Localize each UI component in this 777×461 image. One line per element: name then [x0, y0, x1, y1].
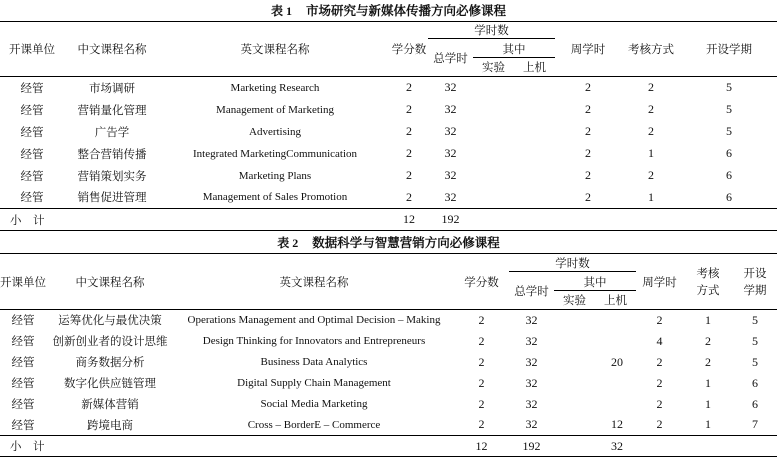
cell-total: 32 [444, 80, 457, 95]
cell-total: 32 [525, 354, 538, 369]
cell-unit: 经管 [20, 102, 44, 117]
cell-cn: 创新创业者的设计思维 [52, 334, 168, 348]
cell-exam: 2 [648, 168, 654, 182]
t2-header-lab: 实验 [563, 293, 586, 307]
subtotal-empty-exam [683, 436, 733, 457]
cell-cn: 市场调研 [89, 80, 135, 95]
cell-total: 32 [525, 396, 538, 411]
cell-lab [554, 331, 598, 352]
cell-cn: 运筹优化与最优决策 [58, 313, 162, 328]
t1-header-credit: 学分数 [390, 22, 428, 77]
cell-weekly: 2 [656, 354, 663, 369]
cell-weekly: 2 [656, 396, 663, 411]
table-row [0, 99, 777, 121]
t1-header-among: 其中 [473, 41, 555, 58]
cell-unit: 经管 [11, 313, 35, 328]
subtotal-empty-term [733, 436, 777, 457]
cell-en: Management of Marketing [216, 103, 334, 116]
subtotal-credit: 12 [475, 438, 488, 453]
table1 [0, 21, 777, 231]
cell-en: Integrated MarketingCommunication [192, 147, 358, 160]
cell-exam: 2 [648, 124, 654, 138]
t1-header-weekly: 周学时 [555, 22, 621, 77]
cell-term: 6 [752, 396, 758, 411]
t1-header-exam: 考核方式 [621, 22, 681, 77]
cell-unit: 经管 [11, 334, 35, 348]
cell-exam: 2 [648, 102, 654, 116]
cell-lab [554, 352, 598, 373]
table-row [0, 415, 777, 436]
t1-header-hours: 学时数 [428, 22, 555, 39]
cell-computer [515, 121, 555, 143]
t2-header-en: 英文课程名称 [174, 254, 454, 310]
t1-header-unit: 开课单位 [0, 22, 64, 77]
t1-header-lab: 实验 [482, 60, 505, 74]
table-row [0, 310, 777, 331]
subtotal-total: 192 [441, 212, 460, 226]
t2-header-exam-line2: 方式 [696, 282, 720, 297]
t2-header-credit: 学分数 [454, 254, 509, 310]
cell-lab [473, 121, 515, 143]
t2-header-unit: 开课单位 [0, 254, 46, 310]
cell-weekly: 2 [585, 189, 591, 204]
cell-credit: 2 [406, 189, 412, 204]
table-row [0, 394, 777, 415]
cell-total: 32 [525, 312, 538, 327]
cell-exam: 2 [705, 333, 711, 348]
table1-caption-title: 市场研究与新媒体传播方向必修课程 [306, 3, 507, 18]
cell-lab [554, 310, 598, 331]
subtotal-row [0, 209, 777, 231]
cell-credit: 2 [406, 168, 412, 182]
cell-total: 32 [444, 102, 457, 116]
subtotal-empty-weekly [636, 436, 683, 457]
table2-caption [0, 235, 777, 251]
subtotal-lab [473, 209, 515, 231]
subtotal-computer: 32 [611, 438, 623, 453]
cell-en: Advertising [249, 125, 301, 138]
cell-lab [554, 415, 598, 436]
cell-cn: 营销量化管理 [77, 102, 147, 117]
cell-computer [515, 99, 555, 121]
cell-weekly: 2 [656, 375, 663, 390]
cell-computer [515, 165, 555, 187]
cell-lab [554, 373, 598, 394]
cell-lab [473, 77, 515, 99]
t1-header-total: 总学时 [428, 39, 473, 77]
table-row [0, 331, 777, 352]
cell-credit: 2 [478, 312, 485, 327]
cell-computer [515, 143, 555, 165]
cell-computer [598, 373, 636, 394]
cell-credit: 2 [478, 417, 485, 432]
cell-exam: 1 [648, 146, 654, 160]
cell-total: 32 [525, 417, 538, 432]
t2-header-split [554, 291, 636, 309]
t1-header-en: 英文课程名称 [160, 22, 390, 77]
cell-term: 6 [726, 168, 732, 182]
table2 [0, 253, 777, 457]
cell-lab [473, 165, 515, 187]
cell-term: 6 [726, 189, 732, 204]
t2-header-term-line1: 开设 [743, 265, 767, 280]
cell-cn: 营销策划实务 [77, 168, 147, 183]
cell-unit: 经管 [20, 168, 44, 183]
cell-computer: 12 [611, 417, 623, 432]
cell-exam: 1 [705, 417, 711, 432]
cell-weekly: 4 [656, 333, 663, 348]
t2-header-term-line2: 学期 [743, 282, 767, 297]
cell-en: Social Media Marketing [260, 398, 368, 410]
cell-computer [515, 77, 555, 99]
cell-cn: 新媒体营销 [81, 397, 139, 411]
cell-term: 5 [752, 333, 758, 348]
cell-credit: 2 [406, 80, 412, 95]
cell-exam: 2 [648, 80, 654, 95]
table-row [0, 77, 777, 99]
t2-header-among: 其中 [554, 274, 636, 291]
cell-computer [515, 187, 555, 209]
cell-term: 5 [752, 354, 758, 369]
table-row [0, 165, 777, 187]
cell-unit: 经管 [11, 397, 35, 411]
cell-lab [473, 99, 515, 121]
cell-en: Management of Sales Promotion [202, 191, 348, 204]
cell-cn: 整合营销传播 [77, 146, 147, 161]
subtotal-empty-term [681, 209, 777, 231]
table-row [0, 373, 777, 394]
t1-header-computer: 上机 [523, 60, 546, 74]
cell-exam: 1 [705, 375, 711, 390]
subtotal-row [0, 436, 777, 457]
table1-caption [0, 3, 777, 19]
cell-computer [598, 394, 636, 415]
cell-total: 32 [525, 333, 538, 348]
t2-header-cn: 中文课程名称 [46, 254, 174, 310]
cell-term: 5 [726, 124, 732, 138]
cell-en: Marketing Plans [238, 169, 312, 182]
cell-term: 6 [752, 375, 758, 390]
cell-credit: 2 [478, 396, 485, 411]
cell-credit: 2 [406, 102, 412, 116]
cell-computer [598, 310, 636, 331]
cell-credit: 2 [478, 333, 485, 348]
cell-term: 7 [752, 417, 758, 432]
cell-unit: 经管 [11, 355, 35, 369]
subtotal-computer [515, 209, 555, 231]
cell-credit: 2 [478, 375, 485, 390]
cell-weekly: 2 [585, 124, 591, 138]
subtotal-label: 小 计 [10, 212, 45, 227]
t2-header-exam-line1: 考核 [696, 265, 720, 280]
cell-lab [554, 394, 598, 415]
cell-unit: 经管 [20, 124, 44, 139]
cell-exam: 2 [705, 354, 711, 369]
cell-lab [473, 187, 515, 209]
cell-weekly: 2 [585, 146, 591, 160]
subtotal-empty-weekly [555, 209, 621, 231]
cell-lab [473, 143, 515, 165]
cell-computer [598, 331, 636, 352]
cell-cn: 商务数据分析 [75, 355, 145, 369]
cell-exam: 1 [705, 312, 711, 327]
t2-header-weekly: 周学时 [636, 254, 683, 310]
cell-credit: 2 [406, 124, 412, 138]
cell-term: 5 [726, 80, 732, 95]
cell-en: Design Thinking for Innovators and Entrepreneurs [202, 335, 426, 347]
cell-en: Digital Supply Chain Management [237, 377, 391, 389]
subtotal-lab [554, 436, 598, 457]
cell-term: 6 [726, 146, 732, 160]
cell-en: Operations Management and Optimal Decision – Making [187, 314, 441, 327]
cell-exam: 1 [705, 396, 711, 411]
table-row [0, 352, 777, 373]
table-row [0, 143, 777, 165]
cell-credit: 2 [406, 146, 412, 160]
cell-cn: 广告学 [94, 124, 130, 139]
cell-total: 32 [444, 124, 457, 138]
cell-unit: 经管 [11, 417, 35, 432]
subtotal-label: 小 计 [10, 439, 45, 453]
cell-unit: 经管 [20, 146, 44, 161]
cell-weekly: 2 [585, 102, 591, 116]
cell-total: 32 [444, 168, 457, 182]
cell-weekly: 2 [656, 417, 663, 432]
cell-en: Business Data Analytics [260, 356, 368, 368]
cell-cn: 销售促进管理 [77, 190, 147, 205]
t2-header-hours: 学时数 [509, 254, 636, 272]
t1-header-cn: 中文课程名称 [64, 22, 160, 77]
cell-term: 5 [726, 102, 732, 116]
cell-total: 32 [525, 375, 538, 390]
table2-caption-title: 数据科学与智慧营销方向必修课程 [312, 235, 500, 250]
cell-unit: 经管 [20, 190, 44, 205]
subtotal-empty-exam [621, 209, 681, 231]
cell-en: Marketing Research [230, 81, 320, 94]
cell-unit: 经管 [11, 376, 35, 390]
cell-credit: 2 [478, 354, 485, 369]
cell-computer: 20 [611, 354, 623, 369]
table1-caption-number: 表 1 [270, 4, 292, 18]
cell-weekly: 2 [585, 168, 591, 182]
cell-cn: 数字化供应链管理 [64, 376, 156, 390]
cell-cn: 跨境电商 [87, 417, 133, 432]
cell-weekly: 2 [656, 312, 663, 327]
table-row [0, 121, 777, 143]
cell-total: 32 [444, 189, 457, 204]
cell-term: 5 [752, 312, 758, 327]
cell-total: 32 [444, 146, 457, 160]
t2-header-term [733, 254, 777, 310]
cell-unit: 经管 [20, 80, 44, 95]
t1-header-term: 开设学期 [681, 22, 777, 77]
table2-caption-number: 表 2 [277, 236, 299, 250]
subtotal-total: 192 [522, 438, 541, 453]
cell-weekly: 2 [585, 80, 591, 95]
cell-en: Cross – BorderE – Commerce [247, 418, 381, 431]
t2-header-exam [683, 254, 733, 310]
subtotal-credit: 12 [403, 212, 415, 226]
t1-header-among-group [473, 39, 555, 77]
table-row [0, 187, 777, 209]
t2-header-among-group [554, 272, 636, 310]
t1-header-split [473, 58, 555, 76]
cell-exam: 1 [648, 189, 654, 204]
t2-header-total: 总学时 [509, 272, 554, 310]
t2-header-computer: 上机 [604, 293, 627, 307]
